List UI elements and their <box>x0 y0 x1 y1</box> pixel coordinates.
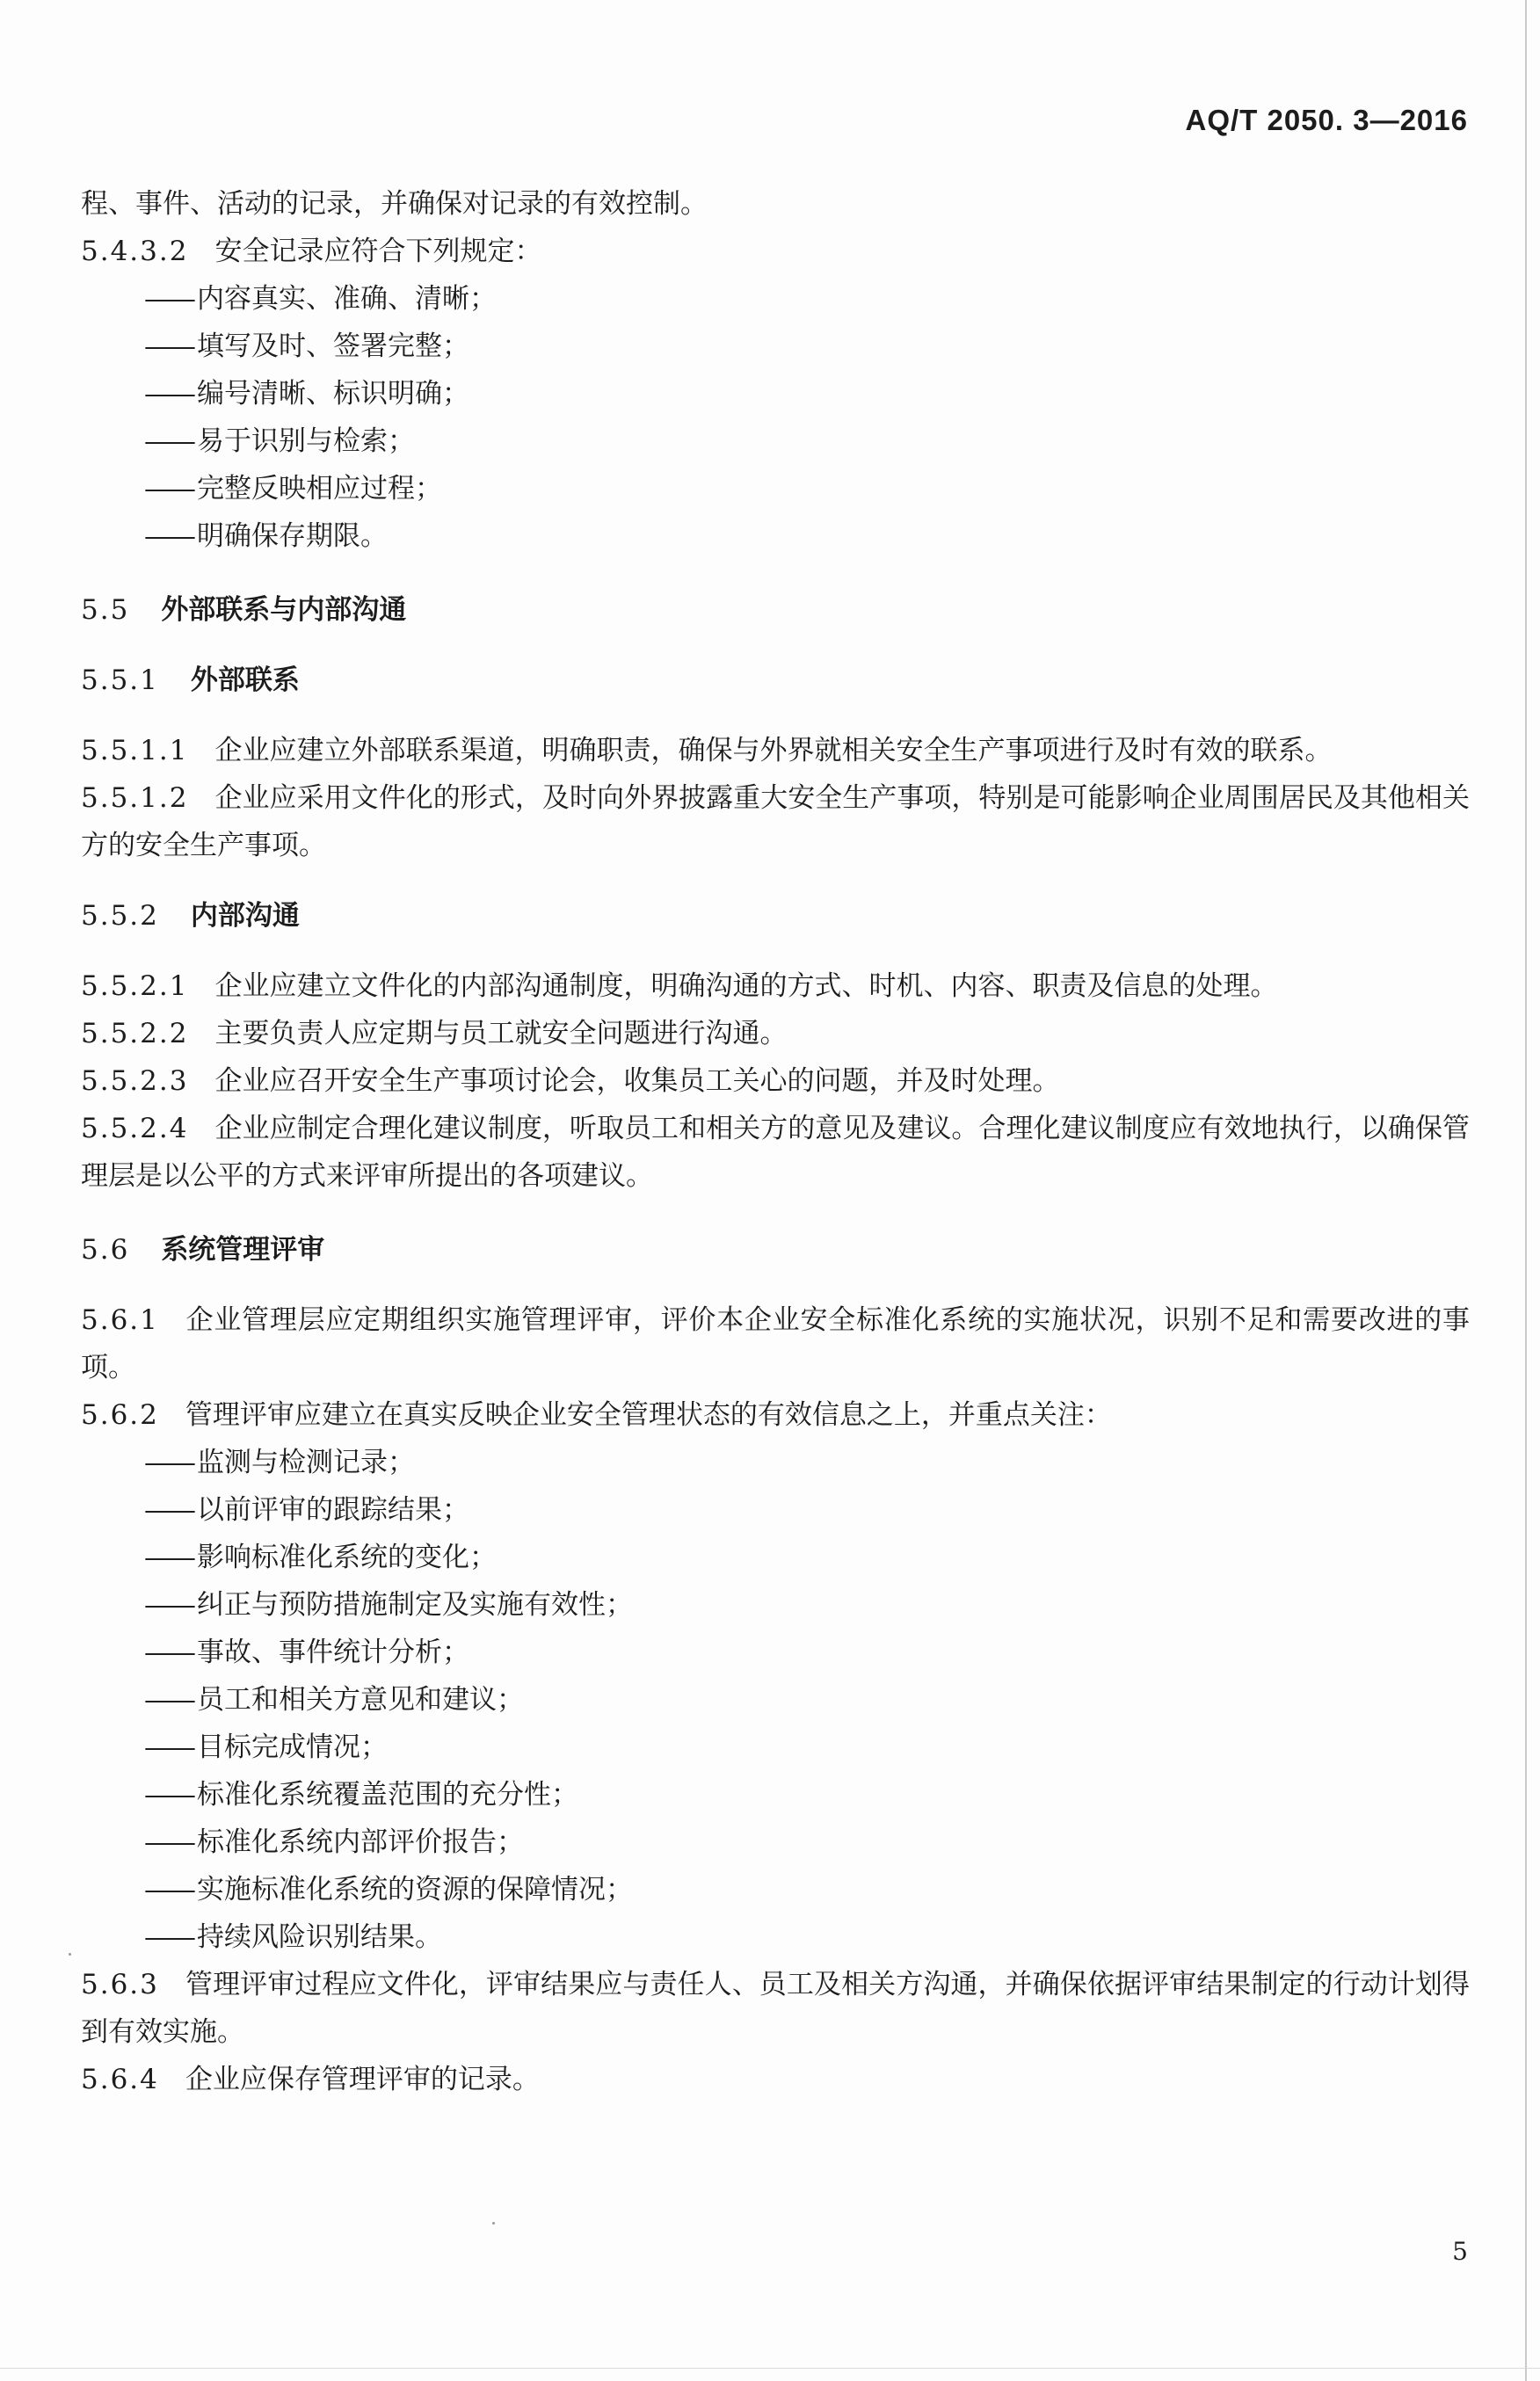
clause-5-5-1-1 <box>81 727 1470 774</box>
dash-marker: —— <box>144 1494 193 1526</box>
dash-marker: —— <box>144 1826 193 1858</box>
list-item-text: 持续风险识别结果。 <box>197 1921 442 1953</box>
list-item <box>81 465 1470 512</box>
clause-5-5-2-1 <box>81 962 1470 1010</box>
clause-number: 5.5.1.1 <box>81 735 189 766</box>
clause-5-5-2-2 <box>81 1010 1470 1057</box>
list-item-text: 影响标准化系统的变化； <box>197 1542 497 1573</box>
clause-number: 5.4.3.2 <box>81 236 189 267</box>
page-body <box>81 180 1470 2103</box>
list-item-text: 标准化系统覆盖范围的充分性； <box>197 1779 578 1811</box>
section-heading-5-5-2 <box>81 892 1470 940</box>
list-item <box>81 323 1470 370</box>
list-item <box>81 512 1470 560</box>
clause-text: 企业应制定合理化建议制度，听取员工和相关方的意见及建议。合理化建议制度应有效地执行，以确保管理层是以公平的方式来评审所提出的各项建议。 <box>81 1113 1470 1192</box>
list-item <box>81 1913 1470 1961</box>
section-number: 5.6 <box>81 1234 130 1266</box>
list-item <box>81 1866 1470 1913</box>
list-item <box>81 1486 1470 1534</box>
section-title: 外部联系 <box>190 664 300 696</box>
section-title: 内部沟通 <box>190 900 300 932</box>
dash-marker: —— <box>144 378 193 410</box>
clause-number: 5.6.2 <box>81 1399 159 1431</box>
paragraph-continuation: 程、事件、活动的记录，并确保对记录的有效控制。 <box>81 188 708 220</box>
dash-marker: —— <box>144 1447 193 1478</box>
clause-text: 企业应采用文件化的形式，及时向外界披露重大安全生产事项，特别是可能影响企业周围居民及其他相关方的安全生产事项。 <box>81 782 1470 861</box>
list-item <box>81 370 1470 417</box>
dash-marker: —— <box>144 283 193 315</box>
section-title: 外部联系与内部沟通 <box>161 594 407 626</box>
clause-number: 5.6.4 <box>81 2064 159 2095</box>
clause-5-6-1 <box>81 1296 1470 1391</box>
list-item-text: 目标完成情况； <box>197 1731 388 1763</box>
dash-marker: —— <box>144 473 193 505</box>
list-item-text: 编号清晰、标识明确； <box>197 378 469 410</box>
dash-marker: —— <box>144 1731 193 1763</box>
clause-number: 5.6.1 <box>81 1304 159 1336</box>
clause-number: 5.5.2.1 <box>81 970 189 1002</box>
clause-text: 企业应保存管理评审的记录。 <box>185 2064 540 2095</box>
clause-5-6-3 <box>81 1961 1470 2056</box>
dash-marker: —— <box>144 1589 193 1621</box>
list-item-text: 完整反映相应过程； <box>197 473 442 505</box>
section-heading-5-5 <box>81 586 1470 634</box>
clause-text: 企业应召开安全生产事项讨论会，收集员工关心的问题，并及时处理。 <box>214 1065 1060 1097</box>
clause-text: 企业应建立外部联系渠道，明确职责，确保与外界就相关安全生产事项进行及时有效的联系。 <box>214 735 1333 766</box>
clause-text: 管理评审过程应文件化，评审结果应与责任人、员工及相关方沟通，并确保依据评审结果制定的行动计划得到有效实施。 <box>81 1969 1470 2048</box>
scan-speck <box>69 1953 71 1956</box>
clause-5-5-2-4 <box>81 1105 1470 1200</box>
clause-text: 企业管理层应定期组织实施管理评审，评价本企业安全标准化系统的实施状况，识别不足和需要改进的事项。 <box>81 1304 1470 1383</box>
section-heading-5-5-1 <box>81 657 1470 704</box>
list-item-text: 易于识别与检索； <box>197 425 415 457</box>
section-heading-5-6 <box>81 1226 1470 1274</box>
scan-edge-line <box>1525 0 1527 2381</box>
list-item-text: 事故、事件统计分析； <box>197 1637 469 1668</box>
list-item <box>81 1629 1470 1676</box>
dash-marker: —— <box>144 1684 193 1716</box>
clause-5-6-4 <box>81 2056 1470 2103</box>
dash-marker: —— <box>144 425 193 457</box>
list-item <box>81 1676 1470 1724</box>
clause-text: 主要负责人应定期与员工就安全问题进行沟通。 <box>214 1018 788 1049</box>
list-item-text: 实施标准化系统的资源的保障情况； <box>197 1874 633 1906</box>
list-item <box>81 1534 1470 1581</box>
list-item-text: 明确保存期限。 <box>197 520 388 552</box>
dash-marker: —— <box>144 1921 193 1953</box>
scan-bottom-line <box>0 2368 1540 2369</box>
list-item-text: 内容真实、准确、清晰； <box>197 283 497 315</box>
list-item-text: 填写及时、签署完整； <box>197 330 469 362</box>
dash-marker: —— <box>144 1542 193 1573</box>
list-item-text: 以前评审的跟踪结果； <box>197 1494 469 1526</box>
clause-5-5-1-2 <box>81 774 1470 869</box>
list-item-text: 监测与检测记录； <box>197 1447 415 1478</box>
clause-number: 5.5.1.2 <box>81 782 189 814</box>
clause-number: 5.5.2.4 <box>81 1113 189 1144</box>
dash-marker: —— <box>144 1779 193 1811</box>
dash-marker: —— <box>144 1874 193 1906</box>
scan-speck <box>492 2222 495 2225</box>
list-item <box>81 1818 1470 1866</box>
clause-text: 管理评审应建立在真实反映企业安全管理状态的有效信息之上，并重点关注： <box>185 1399 1112 1431</box>
clause-5-6-2 <box>81 1391 1470 1439</box>
clause-5-4-3-2 <box>81 228 1470 275</box>
clause-text: 企业应建立文件化的内部沟通制度，明确沟通的方式、时机、内容、职责及信息的处理。 <box>214 970 1278 1002</box>
section-number: 5.5.1 <box>81 664 159 696</box>
clause-number: 5.6.3 <box>81 1969 159 2000</box>
list-item-text: 纠正与预防措施制定及实施有效性； <box>197 1589 633 1621</box>
list-item <box>81 417 1470 465</box>
list-item <box>81 1724 1470 1771</box>
page-number: 5 <box>1452 2237 1468 2266</box>
list-item-text: 员工和相关方意见和建议； <box>197 1684 524 1716</box>
clause-text: 安全记录应符合下列规定： <box>214 236 542 267</box>
clause-number: 5.5.2.2 <box>81 1018 189 1049</box>
section-title: 系统管理评审 <box>161 1234 325 1266</box>
list-item <box>81 275 1470 323</box>
list-item <box>81 1581 1470 1629</box>
standard-code: AQ/T 2050. 3—2016 <box>1185 104 1468 136</box>
list-item <box>81 1439 1470 1486</box>
dash-marker: —— <box>144 1637 193 1668</box>
dash-marker: —— <box>144 330 193 362</box>
section-number: 5.5 <box>81 594 130 626</box>
dash-marker: —— <box>144 520 193 552</box>
clause-number: 5.5.2.3 <box>81 1065 189 1097</box>
section-number: 5.5.2 <box>81 900 159 932</box>
list-item <box>81 1771 1470 1818</box>
clause-5-5-2-3 <box>81 1057 1470 1105</box>
list-item-text: 标准化系统内部评价报告； <box>197 1826 524 1858</box>
